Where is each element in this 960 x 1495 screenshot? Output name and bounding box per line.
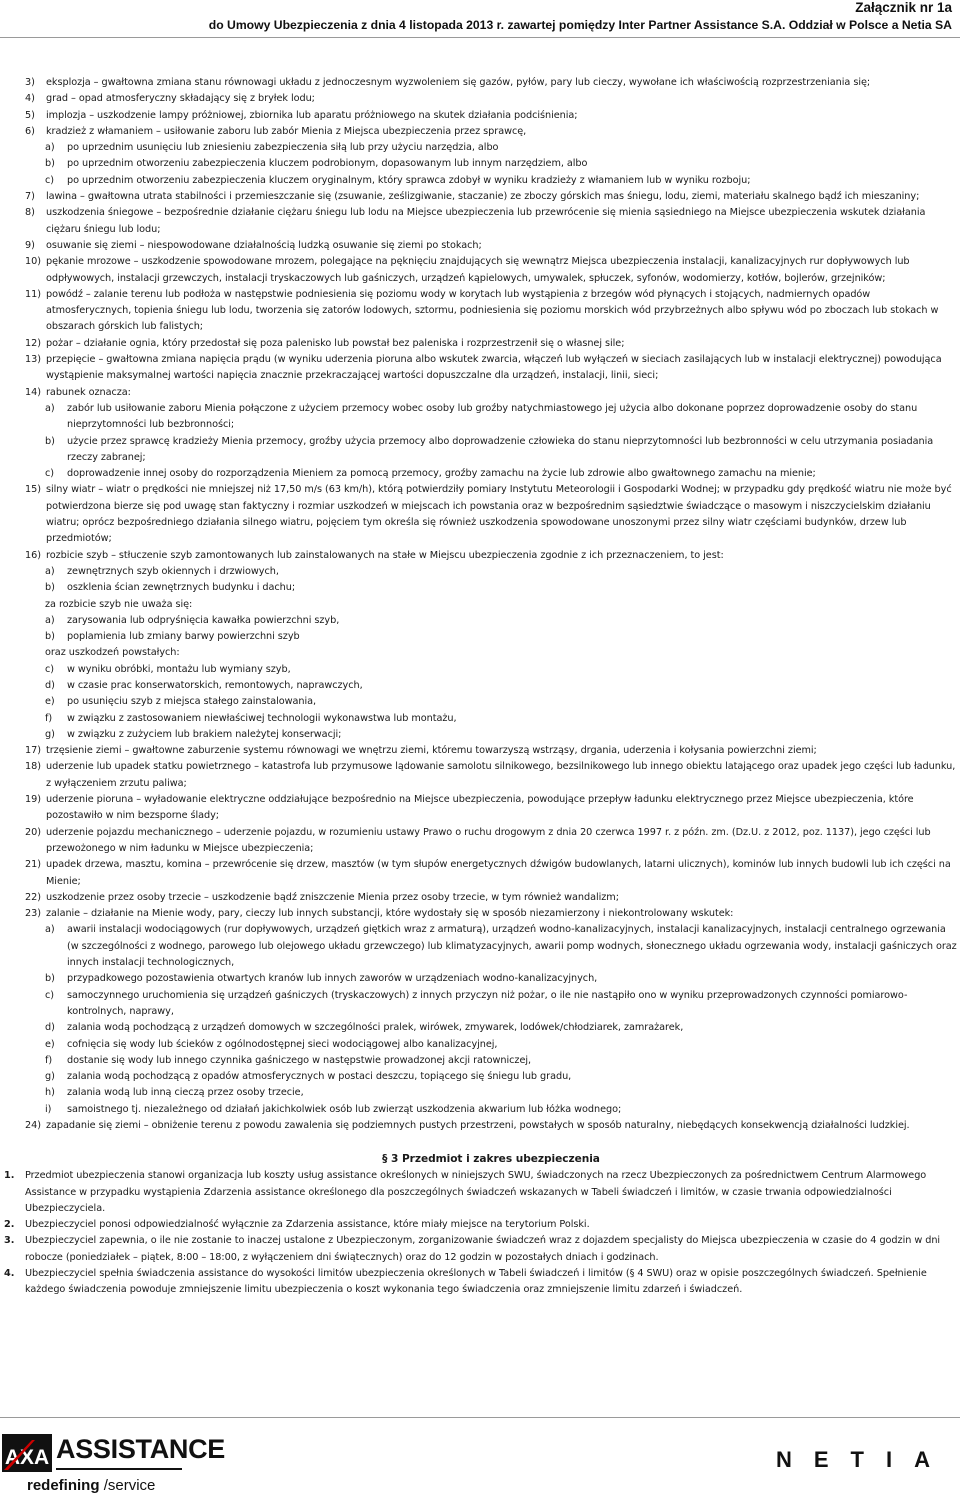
sub-item-letter: c) (45, 663, 55, 675)
section-point (4, 1217, 957, 1233)
item-number: 10) (25, 256, 41, 268)
item-number: 20) (25, 826, 41, 838)
definition-item (25, 759, 957, 792)
sub-item-letter: b) (45, 435, 55, 447)
item-number: 3) (25, 77, 35, 88)
item-text: pożar – działanie ognia, który przedostał się poza palenisko lub powstał bez paleniska i rozprzestrzenił się o własnej sile; (46, 337, 625, 349)
assistance-underline (56, 1468, 182, 1470)
sub-item-letter: e) (45, 696, 55, 708)
sub-item-letter: d) (45, 1022, 55, 1034)
svg-text:AXA: AXA (4, 1446, 50, 1469)
sub-item-text: dostanie się wody lub innego czynnika gaśniczego w następstwie prowadzonej akcji ratowniczej, (67, 1054, 532, 1066)
sub-item-letter: b) (45, 158, 55, 170)
item-text: upadek drzewa, masztu, komina – przewrócenie się drzew, masztów (w tym słupów energetycznych dźwigów budowlanych, latarni ulicznych), kominów lub innych budowli lub ich części na Mienie; (46, 859, 951, 887)
item-text: rozbicie szyb – stłuczenie szyb zamontowanych lub zainstalowanych na stałe w Miejscu ubezpieczenia zgodnie z ich przeznaczeniem, to jest: (46, 549, 724, 561)
item-number: 16) (25, 549, 41, 561)
section-point-number: 1. (4, 1170, 15, 1182)
sub-item-text: przypadkowego pozostawienia otwartych kranów lub innych zaworów w urządzeniach wodno-kanalizacyjnych, (67, 973, 598, 985)
definition-item (25, 890, 957, 906)
sub-item (25, 922, 957, 971)
sub-item-letter: f) (45, 1054, 53, 1066)
item-number: 8) (25, 207, 35, 219)
sub-item (25, 971, 957, 987)
item-text: lawina – gwałtowna utrata stabilności i przemieszczanie się (zsuwanie, ześlizgiwanie, staczanie) ze zboczy górskich mas śniegu, lodu, ziemi, materiału skalnego bądź ich mieszaniny; (46, 191, 920, 203)
item-number: 9) (25, 239, 35, 251)
sub-item-text: awarii instalacji wodociągowych (rur dopływowych, urządzeń giętkich wraz z armaturą), urządzeń wodno-kanalizacyjnych, instalacji kanalizacyjnych, instalacji centralnego ogrzewania (w szczególności z wodnego, parowego lub olejowego układu grzewczego) lub klimatyzacyjnych, awarii pomp wodnych, słonecznego układu ogrzewania wody, instalacji gaśniczych oraz innych instalacji technologicznych, (67, 924, 957, 969)
definition-item (25, 482, 957, 547)
item-text: grad – opad atmosferyczny składający się z bryłek lodu; (46, 93, 315, 105)
item-number: 11) (25, 288, 41, 300)
sub-item-letter: e) (45, 1038, 55, 1050)
sub-item-text: samoczynnego uruchomienia się urządzeń gaśniczych (tryskaczowych) z innych przyczyn niż pożar, o ile nie nastąpiło ono w wyniku przeprowadzonych czynności pomiarowo-kontrolnych, naprawy, (67, 989, 908, 1017)
item-text: uszkodzenia śniegowe – bezpośrednie działanie ciężaru śniegu lub lodu na Miejsce ubezpieczenia lub przewrócenie się mienia sąsiedniego na Miejsce ubezpieczenia wskutek działania ciężaru śniegu lub lodu; (46, 207, 926, 235)
assistance-wordmark: ASSISTANCE (56, 1434, 226, 1464)
definition-item (25, 124, 957, 140)
section-point (4, 1233, 957, 1266)
sub-item-letter: b) (45, 973, 55, 985)
footer-divider (0, 1417, 960, 1418)
item-text: trzęsienie ziemi – gwałtowne zaburzenie systemu równowagi we wnętrzu ziemi, któremu towarzyszą wstrząsy, drgania, uderzenia i kołysania powierzchni ziemi; (46, 745, 817, 757)
sub-item-text: oraz uszkodzeń powstałych: (45, 647, 180, 659)
item-number: 5) (25, 109, 35, 121)
item-number: 19) (25, 794, 41, 806)
item-number: 12) (25, 337, 41, 349)
definition-item (25, 906, 957, 922)
netia-logo: NETIA (776, 1447, 952, 1472)
item-text: przepięcie – gwałtowna zmiana napięcia prądu (w wyniku uderzenia pioruna albo wskutek zwarcia, włączeń lub wyłączeń w sieciach zasilających lub w instalacji elektrycznej) powodująca wystąpienie maksymalnej wartości napięcia znacznie przekraczającej wartości dopuszczalne dla urządzeń, instalacji, linii, sieci; (46, 354, 942, 382)
definition-item (25, 792, 957, 825)
definition-item (25, 857, 957, 890)
definition-item (25, 205, 957, 238)
item-text: uderzenie pojazdu mechanicznego – uderzenie pojazdu, w rozumieniu ustawy Prawo o ruchu drogowym z dnia 20 czerwca 1997 r. z późn. zm. (Dz.U. z 2012, poz. 1137), jego części lub przewożonego w nim ładunku w Miejsce ubezpieczenia; (46, 826, 931, 854)
sub-item (25, 1037, 957, 1053)
sub-item (25, 173, 957, 189)
sub-item-text: w związku z zastosowaniem niewłaściwej technologii wykonawstwa lub montażu, (67, 712, 457, 724)
sub-item-text: użycie przez sprawcę kradzieży Mienia przemocy, groźby użycia przemocy albo doprowadzenie człowieka do stanu nieprzytomności lub bezbronności w celu utrzymania posiadania rzeczy zabranej; (67, 435, 934, 463)
section-point-text: Ubezpieczyciel ponosi odpowiedzialność wyłącznie za Zdarzenia assistance, które miały miejsce na terytorium Polski. (25, 1219, 590, 1231)
section-point-text: Ubezpieczyciel zapewnia, o ile nie zostanie to inaczej ustalone z Ubezpieczonym, zorganizowanie świadczeń wraz z dojazdem specjalisty do Miejsca ubezpieczenia w czasie do 4 godzin w dni robocze (poniedziałek – piątek, 8:00 – 18:00, z wyłączeniem dni świątecznych) oraz do 12 godzin w pozostałych dniach i godzinach. (25, 1235, 941, 1263)
sub-item-letter: a) (45, 924, 55, 936)
definition-item (25, 287, 957, 336)
attachment-title: Załącznik nr 1a (855, 0, 952, 15)
section-point-text: Ubezpieczyciel spełnia świadczenia assistance do wysokości limitów ubezpieczenia określonych w Tabeli świadczeń i limitów (§ 4 SWU) oraz w opisie poszczególnych świadczeń. Spełnienie każdego świadczenia powoduje zmniejszenie limitu ubezpieczenia o koszt wykonania tego świadczenia oraz zmniejszenie limitu zdarzeń i świadczeń. (25, 1268, 927, 1296)
section-point (4, 1168, 957, 1217)
item-number: 17) (25, 745, 41, 757)
sub-item-text: poplamienia lub zmiany barwy powierzchni szyb (67, 631, 300, 643)
sub-item-text: zarysowania lub odpryśnięcia kawałka powierzchni szyb, (67, 614, 340, 626)
item-number: 21) (25, 859, 41, 871)
sub-item (25, 401, 957, 434)
sub-item-letter: d) (45, 679, 55, 691)
sub-item (25, 580, 957, 596)
sub-item (25, 662, 957, 678)
sub-item-letter: c) (45, 468, 55, 480)
sub-item (25, 466, 957, 482)
item-text: kradzież z włamaniem – usiłowanie zaboru lub zabór Mienia z Miejsca ubezpieczenia przez sprawcę, (46, 125, 527, 137)
sub-item (25, 140, 957, 156)
item-number: 22) (25, 891, 41, 903)
sub-item (25, 694, 957, 710)
sub-item-text: w czasie prac konserwatorskich, remontowych, naprawczych, (67, 679, 363, 691)
sub-item-letter: a) (45, 402, 55, 414)
sub-item (25, 678, 957, 694)
sub-item (25, 1069, 957, 1085)
sub-item (25, 1085, 957, 1101)
sub-item-text: po usunięciu szyb z miejsca stałego zainstalowania, (67, 696, 316, 708)
sub-item-letter: a) (45, 142, 55, 154)
attachment-subtitle: do Umowy Ubezpieczenia z dnia 4 listopada 2013 r. zawartej pomiędzy Inter Partner Assistance S.A. Oddział w Polsce a Netia SA (208, 17, 952, 32)
sub-item-text: cofnięcia się wody lub ścieków z ogólnodostępnej sieci wodociągowej albo kanalizacyjnej, (67, 1038, 498, 1050)
sub-item-text: zalania wodą pochodzącą z opadów atmosferycznych w postaci deszczu, topiącego się śniegu lub gradu, (67, 1071, 572, 1083)
item-text: pękanie mrozowe – uszkodzenie spowodowane mrozem, polegające na pęknięciu znajdujących się wewnątrz Miejsca ubezpieczenia instalacji, kanalizacyjnych rur dopływowych lub odpływowych, instalacji grzewczych, instalacji tryskaczowych lub gaśniczych, urządzeń kąpielowych, umywalek, spłuczek, syfonów, wodomierzy, kotłów, bojlerów, grzejników; (46, 256, 910, 284)
definition-item (25, 91, 957, 107)
sub-item-text: w związku z zużyciem lub brakiem należytej konserwacji; (67, 728, 342, 740)
item-text: uszkodzenie przez osoby trzecie – uszkodzenie bądź zniszczenie Mienia przez osoby trzecie, w tym również wandalizm; (46, 891, 619, 903)
sub-item-letter: b) (45, 631, 55, 643)
sub-item (25, 613, 957, 629)
sub-item-text: zabór lub usiłowanie zaboru Mienia połączone z użyciem przemocy wobec osoby lub groźby natychmiastowego jej użycia albo dokonane poprzez doprowadzenie osoby do stanu nieprzytomności lub bezbronności; (67, 402, 918, 431)
definition-item (25, 743, 957, 759)
sub-item-letter: c) (45, 174, 55, 186)
item-number: 14) (25, 386, 41, 398)
sub-item (25, 727, 957, 743)
definition-item (25, 108, 957, 124)
document-body (4, 75, 957, 1299)
item-text: osuwanie się ziemi – niespowodowane działalnością ludzką osuwanie się ziemi po stokach; (46, 239, 482, 251)
sub-item (25, 1053, 957, 1069)
item-number: 15) (25, 484, 41, 496)
section-point-text: Przedmiot ubezpieczenia stanowi organizacja lub koszty usług assistance określonych w niniejszych SWU, świadczonych na rzecz Ubezpieczonych za pośrednictwem Centrum Alarmowego Assistance w przypadku wystąpienia Zdarzenia assistance określonego dla poszczególnych świadczeń wskazanych w Tabeli świadczeń i limitów, w czasie trwania odpowiedzialności Ubezpieczyciela. (25, 1170, 927, 1214)
tagline: redefining /service (27, 1477, 156, 1494)
item-text: uderzenie lub upadek statku powietrznego – katastrofa lub przymusowe lądowanie samolotu silnikowego, bezsilnikowego lub innego obiektu latającego oraz upadek jego części lub ładunku, z wyłączeniem zrzutu paliwa; (46, 761, 956, 789)
sub-item (25, 1102, 957, 1118)
sub-item-text: po uprzednim otworzeniu zabezpieczenia kluczem oryginalnym, który sprawca zdobył w wyniku kradzieży z włamaniem lub w wyniku rozboju; (67, 174, 751, 186)
definition-item (25, 1118, 957, 1134)
sub-item (25, 597, 957, 613)
sub-item (25, 1020, 957, 1036)
item-text: zalanie – działanie na Mienie wody, pary, cieczy lub innych substancji, które wydostały się w sposób niezamierzony i niekontrolowany wskutek: (46, 908, 734, 920)
sub-item-letter: g) (45, 728, 55, 740)
sub-item-text: oszklenia ścian zewnętrznych budynku i dachu; (67, 582, 296, 594)
sub-item (25, 988, 957, 1021)
item-text: powódź – zalanie terenu lub podłoża w następstwie podniesienia się poziomu wody w korytach lub wystąpienia z brzegów wód płynących i stojących, nadmiernych opadów atmosferycznych, topienia śniegu lub lodu, tworzenia się zatorów lodowych, sztormu, podniesienia się poziomu morskich wód przybrzeżnych albo spływu wód po zboczach lub stokach w obszarach górskich lub falistych; (46, 288, 939, 333)
document-header (209, 0, 952, 33)
sub-item-text: zalania wodą lub inną cieczą przez osoby trzecie, (67, 1087, 304, 1099)
item-text: eksplozja – gwałtowna zmiana stanu równowagi układu z jednoczesnym wyzwoleniem się gazów, pyłów, pary lub cieczy, wywołane ich właściwością rozprzestrzeniania się; (46, 77, 871, 88)
definition-item (25, 189, 957, 205)
section-title: § 3 Przedmiot i zakres ubezpieczenia (382, 1153, 600, 1166)
item-number: 7) (25, 191, 35, 203)
sub-item-letter: b) (45, 582, 55, 594)
definition-item (25, 385, 957, 401)
sub-item-text: samoistnego tj. niezależnego od działań jakichkolwiek osób lub zwierząt uszkodzenia akwarium lub łóżka wodnego; (67, 1103, 622, 1115)
sub-item-letter: a) (45, 614, 55, 626)
definition-item (25, 238, 957, 254)
sub-item-text: zalania wodą pochodzącą z urządzeń domowych w szczególności pralek, wirówek, zmywarek, lodówek/chłodziarek, zamrażarek, (67, 1022, 684, 1034)
sub-item (25, 564, 957, 580)
section-point-number: 2. (4, 1219, 15, 1231)
sub-item-text: zewnętrznych szyb okiennych i drzwiowych, (67, 565, 279, 577)
sub-item-text: doprowadzenie innej osoby do rozporządzenia Mieniem za pomocą przemocy, groźby zamachu na życie lub zdrowie albo gwałtownego zamachu na mienie; (67, 468, 816, 480)
item-number: 24) (25, 1120, 41, 1131)
sub-item-text: za rozbicie szyb nie uważa się: (45, 598, 193, 610)
sub-item (25, 629, 957, 645)
item-number: 18) (25, 761, 41, 773)
sub-item-letter: h) (45, 1087, 55, 1099)
item-number: 4) (25, 93, 35, 105)
item-text: silny wiatr – wiatr o prędkości nie mniejszej niż 17,50 m/s (63 km/h), którą potwierdziły pomiary Instytutu Meteorologii i Gospodarki Wodnej; w przypadku gdy prędkość wiatru nie może być potwierdzona bierze się pod uwagę stan faktyczny i rozmiar uszkodzeń w miejscach ich powstania oraz w bezpośrednim sąsiedztwie świadczące o masowym i niszczycielskim działaniu wiatru; oprócz bezpośredniego działania silnego wiatru, pojęciem tym określa się również uszkodzenia spowodowane unoszonymi przez silny wiatr częściami budynków, drzew lub przedmiotów; (46, 484, 952, 545)
definition-item (25, 75, 957, 91)
item-text: uderzenie pioruna – wyładowanie elektryczne oddziałujące bezpośrednio na Miejsce ubezpieczenia, powodujące przepływ ładunku elektrycznego przez Miejsce ubezpieczenia, które pozostawiło w nim bezsporne ślady; (46, 794, 914, 822)
sub-item-letter: c) (45, 989, 55, 1001)
sub-item-text: po uprzednim otworzeniu zabezpieczenia kluczem podrobionym, dopasowanym lub innym narzędziem, albo (67, 158, 588, 170)
axa-logo-icon (2, 1434, 52, 1472)
definition-item (25, 825, 957, 858)
sub-item-letter: a) (45, 565, 55, 577)
axa-assistance-logo (2, 1432, 226, 1494)
sub-item (25, 711, 957, 727)
sub-item-text: po uprzednim usunięciu lub zniesieniu zabezpieczenia siłą lub przy użyciu narzędzia, albo (67, 142, 499, 154)
sub-item-letter: f) (45, 712, 53, 724)
sub-item-text: w wyniku obróbki, montażu lub wymiany szyb, (67, 663, 291, 675)
section-point-number: 3. (4, 1235, 15, 1247)
item-number: 23) (25, 908, 41, 920)
definition-item (25, 254, 957, 287)
definition-item (25, 336, 957, 352)
section-point (4, 1266, 957, 1299)
sub-item-letter: i) (45, 1103, 52, 1115)
item-number: 13) (25, 354, 41, 366)
item-text: rabunek oznacza: (46, 386, 131, 398)
sub-item (25, 645, 957, 661)
header-divider (0, 37, 960, 38)
definition-item (25, 548, 957, 564)
item-number: 6) (25, 125, 35, 137)
section-point-number: 4. (4, 1268, 15, 1280)
item-text: zapadanie się ziemi – obniżenie terenu z powodu zawalenia się podziemnych pustych przestrzeni, powstałych w sposób naturalny, niebędących konsekwencją działalności ludzkiej. (46, 1120, 910, 1131)
sub-item (25, 156, 957, 172)
sub-item-letter: g) (45, 1071, 55, 1083)
sub-item (25, 434, 957, 467)
item-text: implozja – uszkodzenie lampy próżniowej, zbiornika lub aparatu próżniowego na skutek działania podciśnienia; (46, 109, 578, 121)
definition-item (25, 352, 957, 385)
